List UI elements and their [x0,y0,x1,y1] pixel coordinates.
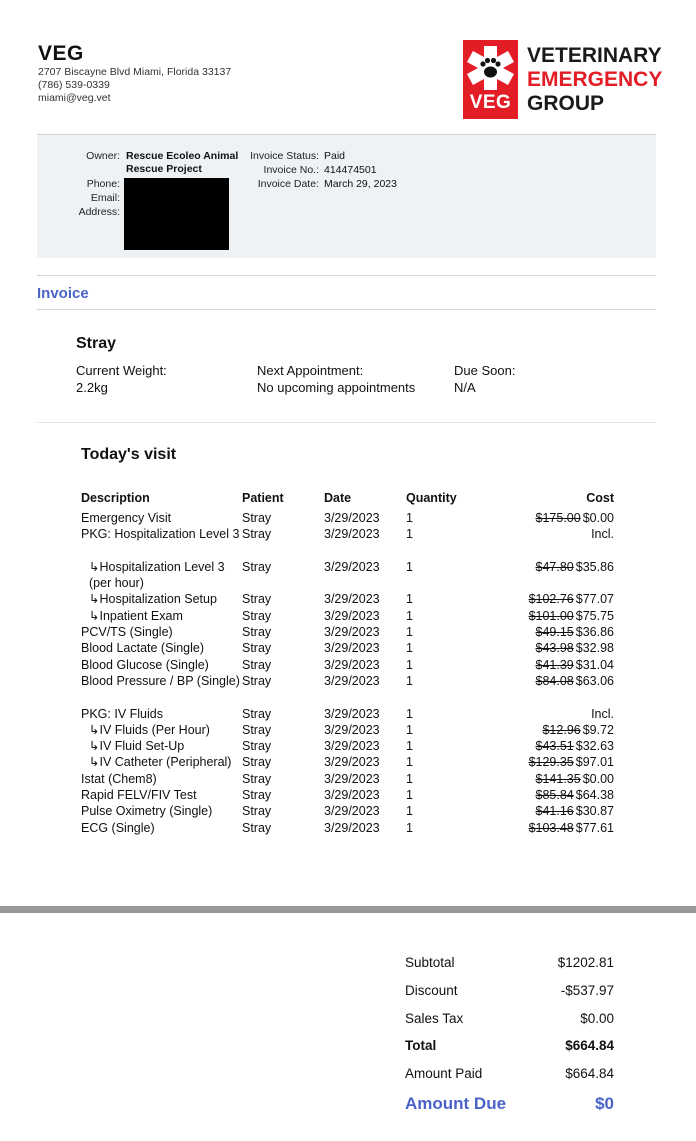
section-title: Invoice [37,285,89,302]
discounted-price: $30.87 [575,804,614,819]
row-cost [529,591,614,607]
invoice-status: Paid [324,150,346,162]
table-row [81,706,614,722]
discounted-price: Incl. [591,527,614,542]
row-patient: Stray [242,559,272,574]
row-date: 3/29/2023 [324,608,380,623]
sales-tax-value: $0.00 [580,1011,614,1026]
row-quantity: 1 [406,592,413,607]
row-description: Rapid FELV/FIV Test [81,788,197,803]
row-description: Blood Lactate (Single) [81,641,204,656]
visit-table [81,490,614,836]
sales-tax-label: Sales Tax [405,1011,464,1026]
logo-badge-text: VEG [469,92,512,113]
subtotal-value: $1202.81 [557,955,614,970]
col-description: Description [81,491,150,505]
row-description: ↳Hospitalization Level 3 (per hour) [89,559,225,591]
current-weight-label: Current Weight: [76,363,167,378]
row-description: PKG: Hospitalization Level 3 [81,527,240,542]
row-cost [536,771,614,787]
invoice-date: March 29, 2023 [324,178,397,190]
row-date: 3/29/2023 [324,771,380,786]
row-patient: Stray [242,706,272,721]
table-body [81,510,614,836]
row-quantity: 1 [406,673,413,688]
row-date: 3/29/2023 [324,755,380,770]
original-price: $47.80 [535,559,574,574]
owner-name-line-2: Rescue Project [126,163,202,175]
next-appointment-label: Next Appointment: [257,363,364,378]
amount-due-label: Amount Due [405,1094,507,1113]
col-date: Date [324,491,352,505]
row-date: 3/29/2023 [324,592,380,607]
row-cost [536,640,614,656]
discounted-price: $0.00 [582,771,614,786]
row-quantity: 1 [406,771,413,786]
row-date: 3/29/2023 [324,641,380,656]
logo-wordmark [527,44,662,116]
original-price: $175.00 [535,511,581,525]
row-date: 3/29/2023 [324,673,380,688]
divider [37,275,656,276]
discounted-price: $97.01 [575,755,614,770]
row-patient: Stray [242,788,272,803]
discount-value: -$537.97 [560,983,614,998]
row-patient: Stray [242,673,272,688]
discounted-price: $32.98 [575,641,614,656]
due-soon-value: N/A [454,380,476,395]
row-cost [529,608,614,624]
original-price: $101.00 [528,608,574,623]
discounted-price: $63.06 [575,673,614,688]
row-description: ↳IV Fluids (Per Hour) [89,722,210,737]
row-quantity: 1 [406,625,413,640]
row-cost [536,657,614,673]
original-price: $129.35 [528,755,574,770]
row-date: 3/29/2023 [324,527,380,542]
row-quantity: 1 [406,608,413,623]
row-patient: Stray [242,820,272,835]
row-quantity: 1 [406,511,413,525]
row-cost [542,722,614,738]
original-price: $43.51 [535,739,574,754]
row-patient: Stray [242,722,272,737]
table-row [81,771,614,787]
logo-line-1: VETERINARY [527,44,662,67]
row-date: 3/29/2023 [324,788,380,803]
col-patient: Patient [242,491,284,505]
discounted-price: $0.00 [582,511,614,525]
owner-name [126,150,238,176]
row-cost [536,787,614,803]
clinic-phone: (786) 539-0339 [38,79,110,91]
veg-logo [463,40,663,119]
next-appointment [257,362,415,396]
table-row [81,608,614,624]
row-patient: Stray [242,511,272,525]
row-cost [536,738,614,754]
table-row [81,559,614,592]
invoice-no: 414474501 [324,164,377,176]
clinic-email: miami@veg.vet [38,92,111,104]
discounted-price: $75.75 [575,608,614,623]
divider [37,309,656,310]
email-label: Email: [90,192,120,204]
discounted-price: $32.63 [575,739,614,754]
divider [37,422,656,423]
row-description: Istat (Chem8) [81,771,157,786]
amount-paid-value: $664.84 [565,1066,614,1081]
discounted-price: $9.72 [582,722,614,737]
owner-info-panel [37,134,656,258]
row-quantity: 1 [406,739,413,754]
row-description: ↳IV Fluid Set-Up [89,739,185,754]
section-band [0,906,696,913]
original-price: $43.98 [535,641,574,656]
owner-label: Owner: [86,150,120,162]
row-cost [536,510,614,526]
table-row [81,803,614,819]
row-description: PCV/TS (Single) [81,625,173,640]
row-description: PKG: IV Fluids [81,706,163,721]
logo-badge [463,40,518,119]
owner-name-line-1: Rescue Ecoleo Animal [126,150,239,162]
row-date: 3/29/2023 [324,804,380,819]
amount-paid-label: Amount Paid [405,1066,483,1081]
discounted-price: $36.86 [575,625,614,640]
table-row [81,591,614,607]
row-description: Blood Pressure / BP (Single) [81,673,240,688]
original-price: $85.84 [535,788,574,803]
table-row [81,754,614,770]
row-quantity: 1 [406,527,413,542]
row-cost [536,559,614,575]
subtotal-label: Subtotal [405,955,455,970]
row-description: ↳Inpatient Exam [89,608,183,623]
table-row [81,738,614,754]
row-cost [529,754,614,770]
discount-label: Discount [405,983,458,998]
row-date: 3/29/2023 [324,625,380,640]
row-patient: Stray [242,641,272,656]
discounted-price: $64.38 [575,788,614,803]
due-soon-label: Due Soon: [454,363,516,378]
total-label: Total [405,1038,437,1053]
row-cost [536,624,614,640]
table-row [81,673,614,706]
original-price: $102.76 [528,592,574,607]
original-price: $49.15 [535,625,574,640]
row-quantity: 1 [406,788,413,803]
clinic-header [38,42,231,105]
logo-line-3: GROUP [527,92,605,115]
row-cost [536,673,614,689]
row-description: Blood Glucose (Single) [81,657,209,672]
total-value: $664.84 [565,1038,614,1053]
amount-due-value: $0 [595,1094,614,1113]
table-row [81,787,614,803]
discounted-price: $77.07 [575,592,614,607]
row-date: 3/29/2023 [324,820,380,835]
row-date: 3/29/2023 [324,706,380,721]
row-patient: Stray [242,608,272,623]
col-cost: Cost [586,491,614,505]
table-row [81,657,614,673]
discounted-price: Incl. [591,706,614,721]
original-price: $12.96 [542,722,581,737]
table-header [81,490,614,510]
row-patient: Stray [242,739,272,754]
invoice-date-label: Invoice Date: [257,178,319,190]
col-quantity: Quantity [406,491,457,505]
row-patient: Stray [242,625,272,640]
table-row [81,510,614,526]
row-date: 3/29/2023 [324,559,380,574]
row-description: ↳IV Catheter (Peripheral) [89,755,232,770]
original-price: $84.08 [535,673,574,688]
row-patient: Stray [242,755,272,770]
original-price: $141.35 [535,771,581,786]
row-description: Emergency Visit [81,511,172,525]
visit-title: Today's visit [81,446,177,463]
logo-line-2: EMERGENCY [527,68,663,91]
current-weight-value: 2.2kg [76,380,108,395]
row-description: Pulse Oximetry (Single) [81,804,213,819]
phone-label: Phone: [86,178,120,190]
original-price: $41.39 [535,657,574,672]
table-row [81,526,614,559]
row-cost [591,706,614,722]
invoice-status-label: Invoice Status: [250,150,319,162]
row-quantity: 1 [406,641,413,656]
table-row [81,820,614,836]
next-appointment-value: No upcoming appointments [257,380,416,395]
row-patient: Stray [242,592,272,607]
clinic-name: VEG [38,42,84,65]
row-date: 3/29/2023 [324,722,380,737]
original-price: $103.48 [528,820,574,835]
discounted-price: $35.86 [575,559,614,574]
row-quantity: 1 [406,722,413,737]
row-description: ECG (Single) [81,820,155,835]
clinic-address: 2707 Biscayne Blvd Miami, Florida 33137 [38,66,232,78]
address-label: Address: [78,206,120,218]
due-soon [454,362,515,396]
row-quantity: 1 [406,657,413,672]
row-date: 3/29/2023 [324,511,380,525]
current-weight [76,362,167,396]
invoice-no-label: Invoice No.: [263,164,319,176]
row-cost [536,803,614,819]
discounted-price: $31.04 [575,657,614,672]
row-date: 3/29/2023 [324,657,380,672]
row-quantity: 1 [406,804,413,819]
row-patient: Stray [242,804,272,819]
row-patient: Stray [242,657,272,672]
row-patient: Stray [242,771,272,786]
row-description: ↳Hospitalization Setup [89,592,217,607]
row-cost [529,820,614,836]
discounted-price: $77.61 [575,820,614,835]
row-quantity: 1 [406,820,413,835]
redacted-contact-block [124,178,229,250]
row-date: 3/29/2023 [324,739,380,754]
table-row [81,624,614,640]
table-row [81,722,614,738]
row-cost [591,526,614,542]
row-patient: Stray [242,527,272,542]
patient-name: Stray [76,335,117,352]
original-price: $41.16 [535,804,574,819]
row-quantity: 1 [406,559,413,574]
row-quantity: 1 [406,755,413,770]
row-quantity: 1 [406,706,413,721]
table-row [81,640,614,656]
